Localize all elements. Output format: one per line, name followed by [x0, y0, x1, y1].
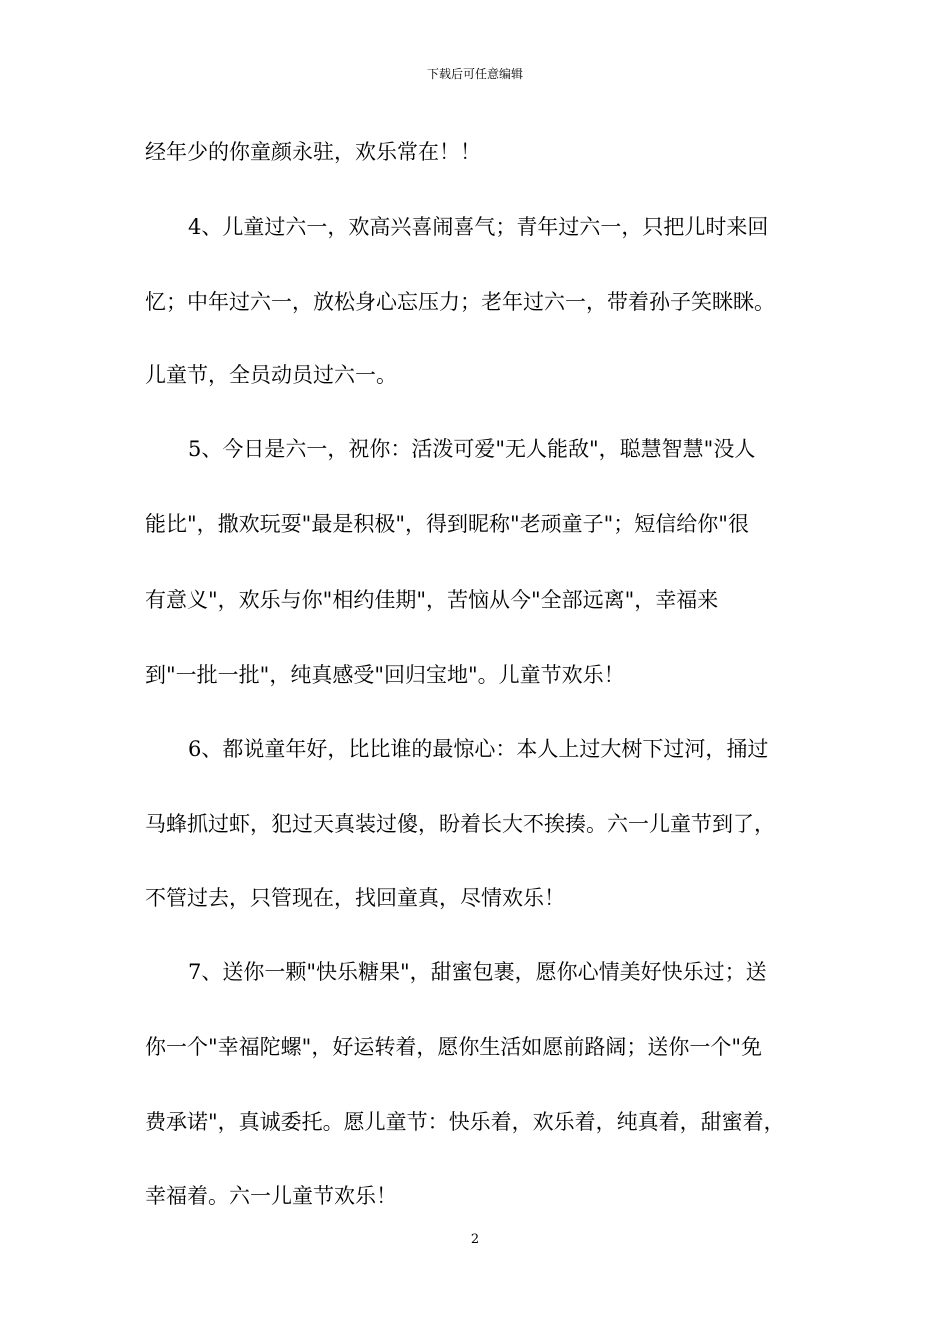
paragraph-4-line-2: 忆；中年过六一，放松身心忘压力；老年过六一，带着孙子笑眯眯。	[145, 290, 775, 314]
paragraph-5-line-3: 有意义"，欢乐与你"相约佳期"，苦恼从今"全部远离"，幸福来	[145, 588, 719, 612]
paragraph-7-line-3: 费承诺"，真诚委托。愿儿童节：快乐着，欢乐着，纯真着，甜蜜着，	[145, 1110, 785, 1134]
paragraph-6-line-1: 6、都说童年好，比比谁的最惊心：本人上过大树下过河，捅过	[188, 737, 769, 761]
paragraph-7-line-1: 7、送你一颗"快乐糖果"，甜蜜包裹，愿你心情美好快乐过；送	[188, 960, 767, 984]
paragraph-6-line-2: 马蜂抓过虾，犯过天真装过傻，盼着长大不挨揍。六一儿童节到了，	[145, 812, 775, 836]
paragraph-4-line-1: 4、儿童过六一，欢高兴喜闹喜气；青年过六一，只把儿时来回	[188, 215, 769, 239]
paragraph-5-line-4: 到"一批一批"，纯真感受"回归宝地"。儿童节欢乐！	[145, 663, 625, 687]
page-number: 2	[470, 1232, 480, 1247]
paragraph-5-line-2: 能比"，撒欢玩耍"最是积极"，得到昵称"老顽童子"；短信给你"很	[145, 512, 749, 536]
paragraph-7-line-2: 你一个"幸福陀螺"，好运转着，愿你生活如愿前路阔；送你一个"免	[145, 1035, 762, 1059]
page-header: 下载后可任意编辑	[426, 67, 523, 81]
paragraph-7-line-4: 幸福着。六一儿童节欢乐！	[145, 1184, 397, 1208]
text-line: 经年少的你童颜永驻，欢乐常在！！	[145, 140, 481, 164]
paragraph-4-line-3: 儿童节，全员动员过六一。	[145, 363, 397, 387]
paragraph-5-line-1: 5、今日是六一，祝你：活泼可爱"无人能敌"，聪慧智慧"没人	[188, 437, 756, 461]
paragraph-6-line-3: 不管过去，只管现在，找回童真，尽情欢乐！	[145, 886, 565, 910]
